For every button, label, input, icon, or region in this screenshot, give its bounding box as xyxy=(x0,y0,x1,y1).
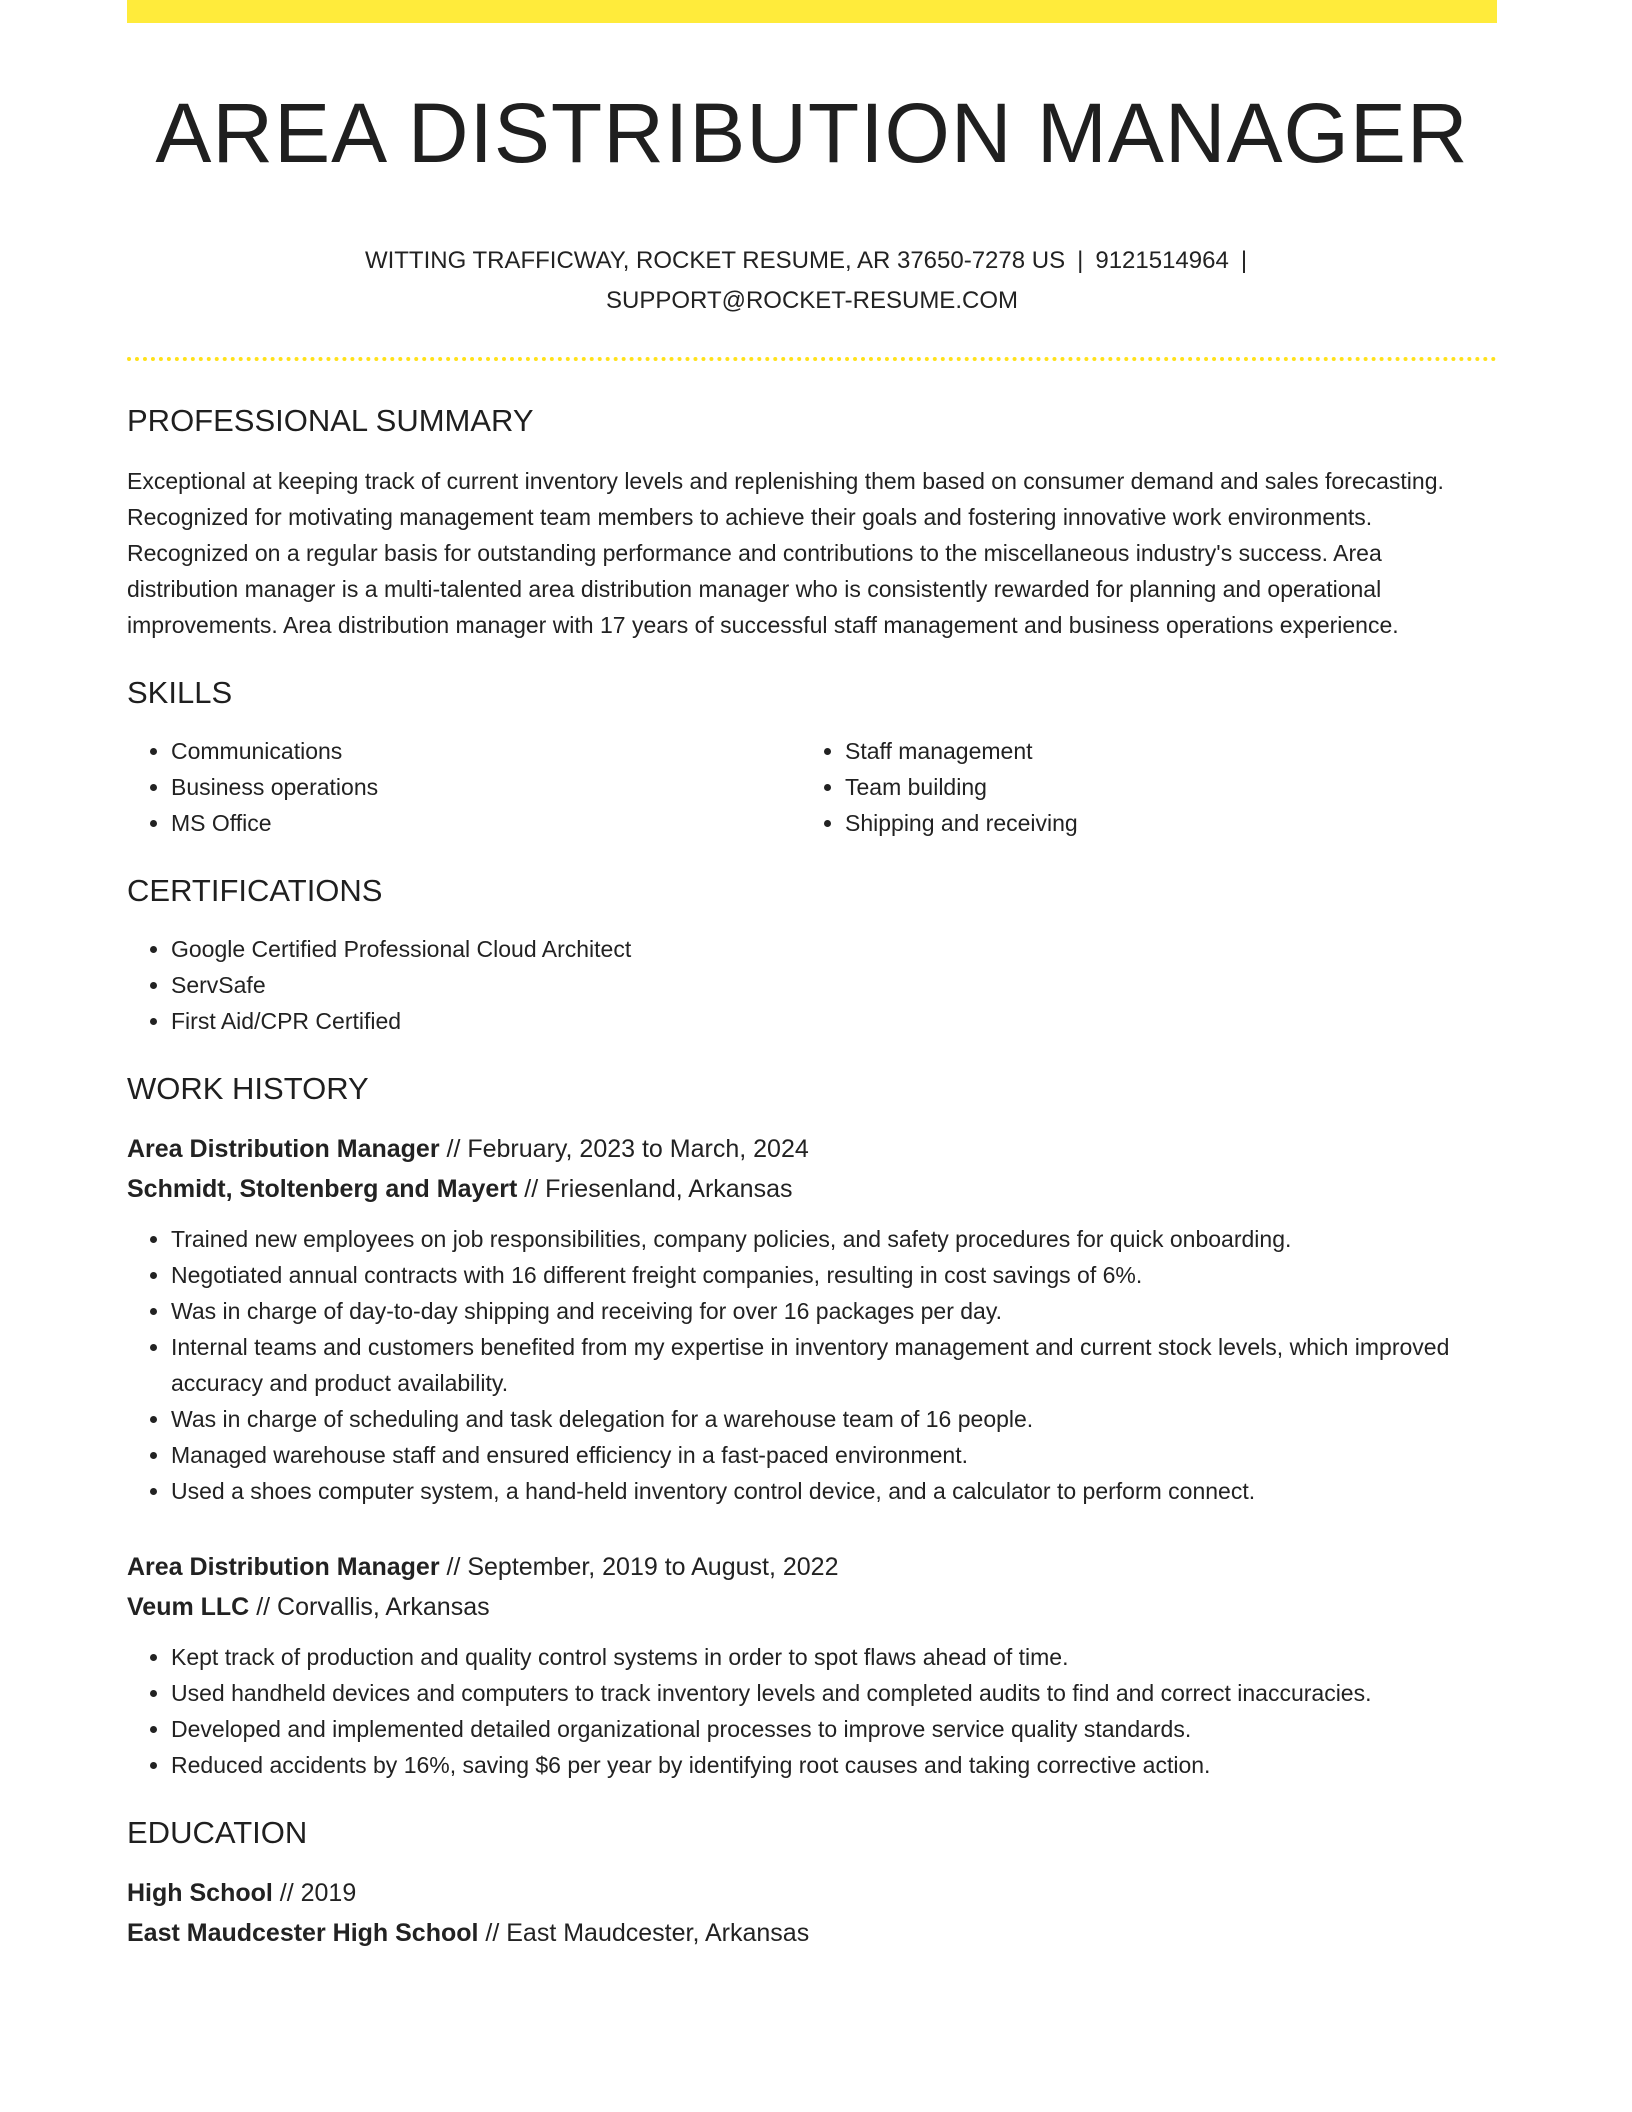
contact-separator: | xyxy=(1240,247,1248,274)
contact-info xyxy=(127,241,1497,321)
job-bullet: • Kept track of production and quality control systems in order to spot flaws ahead of time. xyxy=(171,1639,1497,1675)
certification-item: • ServSafe xyxy=(171,967,1497,1003)
job-bullets xyxy=(127,1639,1497,1783)
education-entry xyxy=(127,1873,1497,1953)
summary-section xyxy=(127,401,1497,643)
skills-left-list xyxy=(127,733,801,841)
job-location: // Friesenland, Arkansas xyxy=(524,1175,793,1203)
job-company: Veum LLC xyxy=(127,1593,250,1621)
job-bullet: • Negotiated annual contracts with 16 different freight companies, resulting in cost savings of 6%. xyxy=(171,1257,1497,1293)
education-title: EDUCATION xyxy=(127,1815,308,1850)
top-accent-bar xyxy=(127,0,1497,23)
job-entry xyxy=(127,1547,1497,1783)
job-bullets xyxy=(127,1221,1497,1509)
certifications-section xyxy=(127,871,1497,1039)
job-title-line xyxy=(127,1547,1497,1587)
header-divider xyxy=(127,357,1497,361)
job-dates: // February, 2023 to March, 2024 xyxy=(446,1135,809,1163)
job-bullet: • Developed and implemented detailed organizational processes to improve service quality standards. xyxy=(171,1711,1497,1747)
skills-section xyxy=(127,673,1497,841)
job-company-line xyxy=(127,1587,1497,1627)
education-location: // East Maudcester, Arkansas xyxy=(485,1919,810,1947)
skill-item: • Business operations xyxy=(171,769,801,805)
job-company-line xyxy=(127,1169,1497,1209)
skills-title: SKILLS xyxy=(127,675,233,710)
job-bullet: • Internal teams and customers benefited from my expertise in inventory management and current stock levels, which improved accuracy and product availability. xyxy=(171,1329,1497,1401)
work-history-title: WORK HISTORY xyxy=(127,1071,369,1106)
skills-grid xyxy=(127,733,1497,841)
job-bullet: • Used a shoes computer system, a hand-held inventory control device, and a calculator to perform connect. xyxy=(171,1473,1497,1509)
contact-address: WITTING TRAFFICWAY, ROCKET RESUME, AR 37650-7278 US xyxy=(364,247,1066,274)
skills-right-list xyxy=(801,733,1475,841)
summary-text: Exceptional at keeping track of current inventory levels and replenishing them based on consumer demand and sales forecasting. Recognized for motivating management team members to achieve their goals and fostering innovative work environments. Recognized on a regular basis for outstanding performance and contributions to the miscellaneous industry's success. Area distribution manager is a multi-talented area distribution manager who is consistently rewarded for planning and operational improvements. Area distribution manager with 17 years of successful staff management and business operations experience. xyxy=(127,468,1444,638)
job-company: Schmidt, Stoltenberg and Mayert xyxy=(127,1175,518,1203)
education-degree: High School xyxy=(127,1879,273,1907)
job-dates: // September, 2019 to August, 2022 xyxy=(446,1553,839,1581)
job-bullet: • Used handheld devices and computers to track inventory levels and completed audits to find and correct inaccuracies. xyxy=(171,1675,1497,1711)
skill-item: • Communications xyxy=(171,733,801,769)
job-bullet: • Managed warehouse staff and ensured efficiency in a fast-paced environment. xyxy=(171,1437,1497,1473)
job-role: Area Distribution Manager xyxy=(127,1553,440,1581)
skill-item: • Staff management xyxy=(845,733,1475,769)
job-role: Area Distribution Manager xyxy=(127,1135,440,1163)
resume-content xyxy=(127,23,1497,1953)
contact-email: SUPPORT@ROCKET-RESUME.COM xyxy=(606,287,1018,314)
certification-item: • First Aid/CPR Certified xyxy=(171,1003,1497,1039)
certifications-title: CERTIFICATIONS xyxy=(127,873,383,908)
job-entry xyxy=(127,1129,1497,1509)
job-location: // Corvallis, Arkansas xyxy=(256,1593,490,1621)
contact-phone: 9121514964 xyxy=(1095,247,1229,274)
certifications-list xyxy=(127,931,1497,1039)
job-bullet: • Reduced accidents by 16%, saving $6 per year by identifying root causes and taking corrective action. xyxy=(171,1747,1497,1783)
job-bullet: • Trained new employees on job responsibilities, company policies, and safety procedures for quick onboarding. xyxy=(171,1221,1497,1257)
contact-separator: | xyxy=(1077,247,1084,274)
skill-item: • Shipping and receiving xyxy=(845,805,1475,841)
education-section xyxy=(127,1813,1497,1953)
job-bullet: • Was in charge of day-to-day shipping and receiving for over 16 packages per day. xyxy=(171,1293,1497,1329)
job-bullet: • Was in charge of scheduling and task delegation for a warehouse team of 16 people. xyxy=(171,1401,1497,1437)
education-degree-line xyxy=(127,1873,1497,1913)
work-history-section xyxy=(127,1069,1497,1783)
candidate-name: AREA DISTRIBUTION MANAGER xyxy=(155,86,1469,180)
education-school: East Maudcester High School xyxy=(127,1919,479,1947)
education-school-line xyxy=(127,1913,1497,1953)
certification-item: • Google Certified Professional Cloud Architect xyxy=(171,931,1497,967)
job-title-line xyxy=(127,1129,1497,1169)
education-year: // 2019 xyxy=(279,1879,357,1907)
skill-item: • Team building xyxy=(845,769,1475,805)
skill-item: • MS Office xyxy=(171,805,801,841)
summary-title: PROFESSIONAL SUMMARY xyxy=(127,403,534,438)
